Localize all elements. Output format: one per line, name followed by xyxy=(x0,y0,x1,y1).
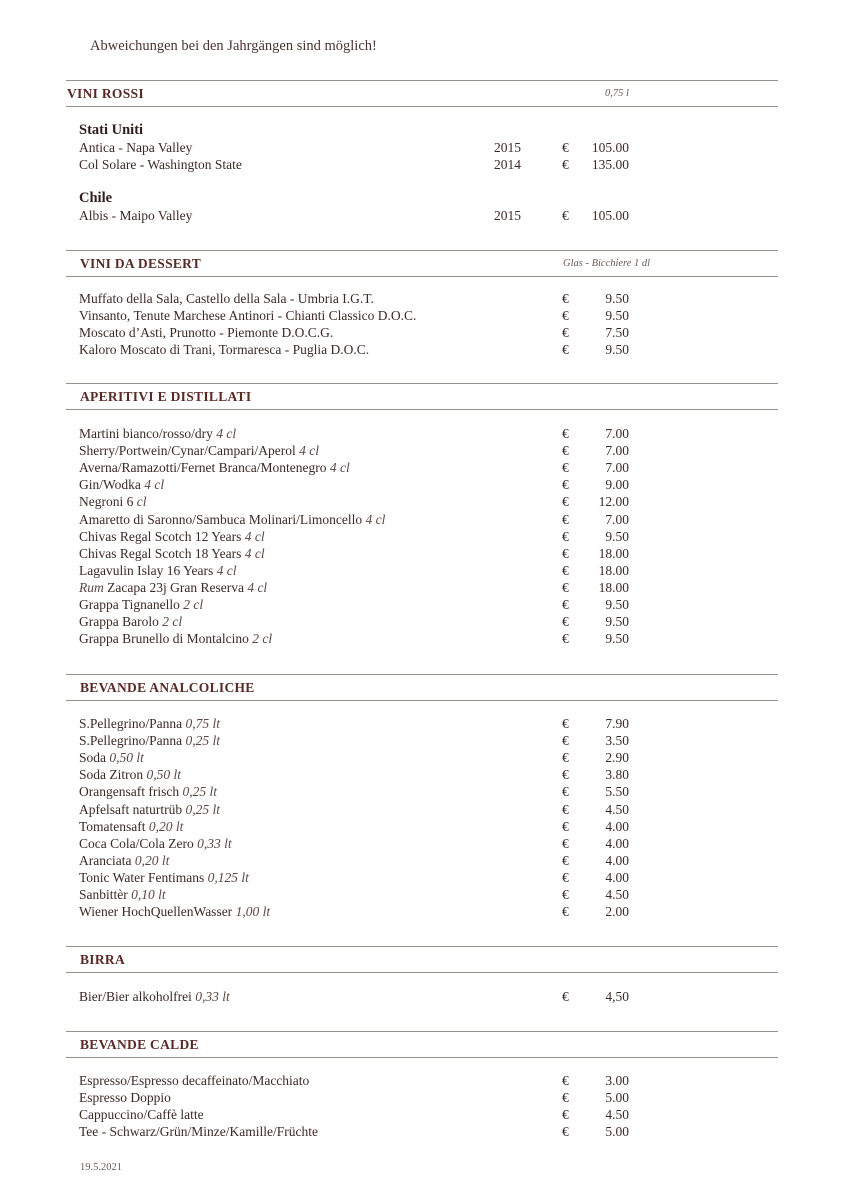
menu-item-name: Espresso Doppio xyxy=(79,1090,171,1106)
section-title: APERITIVI E DISTILLATI xyxy=(80,389,252,404)
item-quantity: 4 cl xyxy=(362,511,386,527)
menu-item-name: Chivas Regal Scotch 12 Years 4 cl xyxy=(79,528,265,544)
euro-sign: € xyxy=(562,460,569,476)
section-subtitle: Glas - Bicchiere 1 dl xyxy=(563,258,651,269)
item-quantity: 1,00 lt xyxy=(232,904,271,920)
item-quantity: 0,25 lt xyxy=(179,784,217,800)
price: 9.50 xyxy=(605,342,629,358)
section-divider-top xyxy=(66,80,778,81)
vintage-note: Abweichungen bei den Jahrgängen sind möglich! xyxy=(90,38,377,54)
euro-sign: € xyxy=(562,325,569,341)
menu-item-name: Vinsanto, Tenute Marchese Antinori - Chianti Classico D.O.C. xyxy=(79,308,417,324)
menu-item-name: Tee - Schwarz/Grün/Minze/Kamille/Früchte xyxy=(79,1124,318,1140)
price: 7.50 xyxy=(605,325,629,341)
section-divider-bottom xyxy=(66,972,778,973)
price: 7.00 xyxy=(605,426,629,441)
section-divider-bottom xyxy=(66,700,778,701)
price: 12.00 xyxy=(598,494,629,510)
menu-item-name: Wiener HochQuellenWasser 1,00 lt xyxy=(79,904,271,920)
item-quantity: 4 cl xyxy=(140,477,165,493)
euro-sign: € xyxy=(562,801,569,817)
price: 5.50 xyxy=(605,784,629,800)
price: 2.90 xyxy=(605,750,629,766)
euro-sign: € xyxy=(562,1107,569,1123)
euro-sign: € xyxy=(562,511,569,527)
item-quantity: 2 cl xyxy=(248,631,273,647)
euro-sign: € xyxy=(562,528,569,544)
section-title: BEVANDE CALDE xyxy=(80,1037,199,1052)
euro-sign: € xyxy=(562,597,569,612)
euro-sign: € xyxy=(562,291,569,306)
vintage-year: 2015 xyxy=(494,140,521,155)
section-divider-top xyxy=(66,1031,778,1032)
price: 4.50 xyxy=(605,887,629,902)
euro-sign: € xyxy=(562,835,569,851)
price: 105.00 xyxy=(591,208,629,223)
menu-item-name: Gin/Wodka 4 cl xyxy=(79,477,165,493)
item-prefix: Rum xyxy=(79,579,108,595)
price: 3.50 xyxy=(605,733,629,749)
item-quantity: 4 cl xyxy=(241,545,265,561)
menu-item-name: Averna/Ramazotti/Fernet Branca/Montenegro 4 cl xyxy=(79,460,350,476)
euro-sign: € xyxy=(562,157,569,173)
section-divider-bottom xyxy=(66,106,778,107)
section-divider-top xyxy=(66,674,778,675)
section-subtitle: 0,75 l xyxy=(605,88,629,99)
item-quantity: 0,75 lt xyxy=(182,716,221,731)
menu-item-name: Espresso/Espresso decaffeinato/Macchiato xyxy=(79,1073,310,1088)
menu-item-name: Apfelsaft naturtrüb 0,25 lt xyxy=(79,801,220,817)
price: 4.00 xyxy=(605,835,629,851)
price: 135.00 xyxy=(591,157,629,173)
item-quantity: 0,25 lt xyxy=(182,733,221,749)
menu-item-name: Kaloro Moscato di Trani, Tormaresca - Puglia D.O.C. xyxy=(79,342,370,358)
menu-item-name: Orangensaft frisch 0,25 lt xyxy=(79,784,217,800)
item-quantity: 4 cl xyxy=(213,562,237,578)
euro-sign: € xyxy=(562,443,569,459)
menu-item-name: S.Pellegrino/Panna 0,25 lt xyxy=(79,733,221,749)
country-heading: Chile xyxy=(79,190,113,206)
item-quantity: 4 cl xyxy=(243,579,268,595)
price: 4.00 xyxy=(605,852,629,868)
menu-item-name: Rum Zacapa 23j Gran Reserva 4 cl xyxy=(79,579,268,595)
menu-item-name: Negroni 6 cl xyxy=(79,494,147,510)
vintage-year: 2014 xyxy=(494,157,521,173)
price: 2.00 xyxy=(605,904,629,920)
menu-item-name: Lagavulin Islay 16 Years 4 cl xyxy=(79,562,237,578)
item-quantity: 4 cl xyxy=(295,443,319,459)
price: 3.80 xyxy=(605,767,629,783)
menu-item-name: Sanbittèr 0,10 lt xyxy=(79,887,166,902)
price: 5.00 xyxy=(605,1090,629,1106)
menu-item-name: Aranciata 0,20 lt xyxy=(79,852,170,868)
item-quantity: 0,125 lt xyxy=(204,869,249,885)
item-quantity: 0,20 lt xyxy=(145,818,184,834)
menu-item-name: Bier/Bier alkoholfrei 0,33 lt xyxy=(79,989,230,1004)
item-quantity: 2 cl xyxy=(179,597,204,612)
price: 3.00 xyxy=(605,1073,629,1088)
euro-sign: € xyxy=(562,308,569,324)
menu-item-name: Albis - Maipo Valley xyxy=(79,208,193,223)
item-quantity: 0,33 lt xyxy=(193,835,232,851)
item-quantity: 4 cl xyxy=(326,460,350,476)
euro-sign: € xyxy=(562,208,569,223)
item-quantity: 0,20 lt xyxy=(131,852,170,868)
menu-item-name: Tonic Water Fentimans 0,125 lt xyxy=(79,869,249,885)
euro-sign: € xyxy=(562,767,569,783)
menu-item-name: Coca Cola/Cola Zero 0,33 lt xyxy=(79,835,232,851)
menu-item-name: Sherry/Portwein/Cynar/Campari/Aperol 4 cl xyxy=(79,443,319,459)
menu-item-name: Chivas Regal Scotch 18 Years 4 cl xyxy=(79,545,265,561)
item-quantity: 0,10 lt xyxy=(127,887,166,902)
euro-sign: € xyxy=(562,904,569,920)
section-title: VINI DA DESSERT xyxy=(80,256,202,271)
euro-sign: € xyxy=(562,140,569,155)
price: 4.50 xyxy=(605,801,629,817)
price: 9.50 xyxy=(605,614,629,630)
euro-sign: € xyxy=(562,1124,569,1140)
menu-item-name: Grappa Brunello di Montalcino 2 cl xyxy=(79,631,273,647)
menu-item-name: Tomatensaft 0,20 lt xyxy=(79,818,184,834)
menu-item-name: Amaretto di Saronno/Sambuca Molinari/Limoncello 4 cl xyxy=(79,511,386,527)
euro-sign: € xyxy=(562,1073,569,1088)
menu-item-name: Col Solare - Washington State xyxy=(79,157,242,173)
item-quantity: 0,33 lt xyxy=(191,989,230,1004)
price: 9.50 xyxy=(605,528,629,544)
menu-item-name: S.Pellegrino/Panna 0,75 lt xyxy=(79,716,221,731)
section-divider-top xyxy=(66,946,778,947)
item-quantity: 4 cl xyxy=(241,528,265,544)
euro-sign: € xyxy=(562,852,569,868)
menu-item-name: Grappa Barolo 2 cl xyxy=(79,614,183,630)
footer-date: 19.5.2021 xyxy=(80,1162,122,1173)
price: 18.00 xyxy=(598,562,629,578)
price: 9.50 xyxy=(605,308,629,324)
section-divider-bottom xyxy=(66,409,778,410)
price: 7.00 xyxy=(605,460,629,476)
price: 4,50 xyxy=(605,989,629,1004)
section-divider-top xyxy=(66,250,778,251)
item-quantity: 4 cl xyxy=(212,426,237,441)
menu-item-name: Soda 0,50 lt xyxy=(79,750,144,766)
section-title: BEVANDE ANALCOLICHE xyxy=(80,680,255,695)
euro-sign: € xyxy=(562,614,569,630)
price: 4.50 xyxy=(605,1107,629,1123)
euro-sign: € xyxy=(562,631,569,647)
item-quantity: 0,25 lt xyxy=(182,801,220,817)
menu-item-name: Moscato d’Asti, Prunotto - Piemonte D.O.C.G. xyxy=(79,325,334,341)
euro-sign: € xyxy=(562,989,569,1004)
euro-sign: € xyxy=(562,716,569,731)
price: 7.00 xyxy=(605,511,629,527)
price: 7.00 xyxy=(605,443,629,459)
euro-sign: € xyxy=(562,784,569,800)
euro-sign: € xyxy=(562,494,569,510)
euro-sign: € xyxy=(562,818,569,834)
euro-sign: € xyxy=(562,869,569,885)
price: 9.50 xyxy=(605,597,629,612)
euro-sign: € xyxy=(562,477,569,493)
section-divider-top xyxy=(66,383,778,384)
price: 7.90 xyxy=(605,716,629,731)
euro-sign: € xyxy=(562,887,569,902)
euro-sign: € xyxy=(562,545,569,561)
menu-item-name: Soda Zitron 0,50 lt xyxy=(79,767,182,783)
item-quantity: 2 cl xyxy=(158,614,183,630)
section-title: VINI ROSSI xyxy=(67,86,144,101)
menu-item-name: Antica - Napa Valley xyxy=(79,140,193,155)
item-quantity: 0,50 lt xyxy=(143,767,182,783)
menu-item-name: Martini bianco/rosso/dry 4 cl xyxy=(79,426,237,441)
menu-item-name: Cappuccino/Caffè latte xyxy=(79,1107,204,1123)
price: 4.00 xyxy=(605,869,629,885)
euro-sign: € xyxy=(562,750,569,766)
euro-sign: € xyxy=(562,562,569,578)
menu-item-name: Grappa Tignanello 2 cl xyxy=(79,597,204,612)
vintage-year: 2015 xyxy=(494,208,521,223)
euro-sign: € xyxy=(562,426,569,441)
euro-sign: € xyxy=(562,579,569,595)
item-quantity: 0,50 lt xyxy=(106,750,144,766)
country-heading: Stati Uniti xyxy=(79,122,144,138)
menu-item-name: Muffato della Sala, Castello della Sala - Umbria I.G.T. xyxy=(79,291,374,306)
euro-sign: € xyxy=(562,733,569,749)
item-quantity: cl xyxy=(133,494,147,510)
price: 105.00 xyxy=(591,140,629,155)
price: 18.00 xyxy=(598,579,629,595)
price: 4.00 xyxy=(605,818,629,834)
price: 18.00 xyxy=(598,545,629,561)
section-divider-bottom xyxy=(66,1057,778,1058)
price: 9.50 xyxy=(605,631,629,647)
euro-sign: € xyxy=(562,1090,569,1106)
euro-sign: € xyxy=(562,342,569,358)
price: 9.00 xyxy=(605,477,629,493)
price: 5.00 xyxy=(605,1124,629,1140)
section-title: BIRRA xyxy=(80,952,126,967)
section-divider-bottom xyxy=(66,276,778,277)
price: 9.50 xyxy=(605,291,629,306)
